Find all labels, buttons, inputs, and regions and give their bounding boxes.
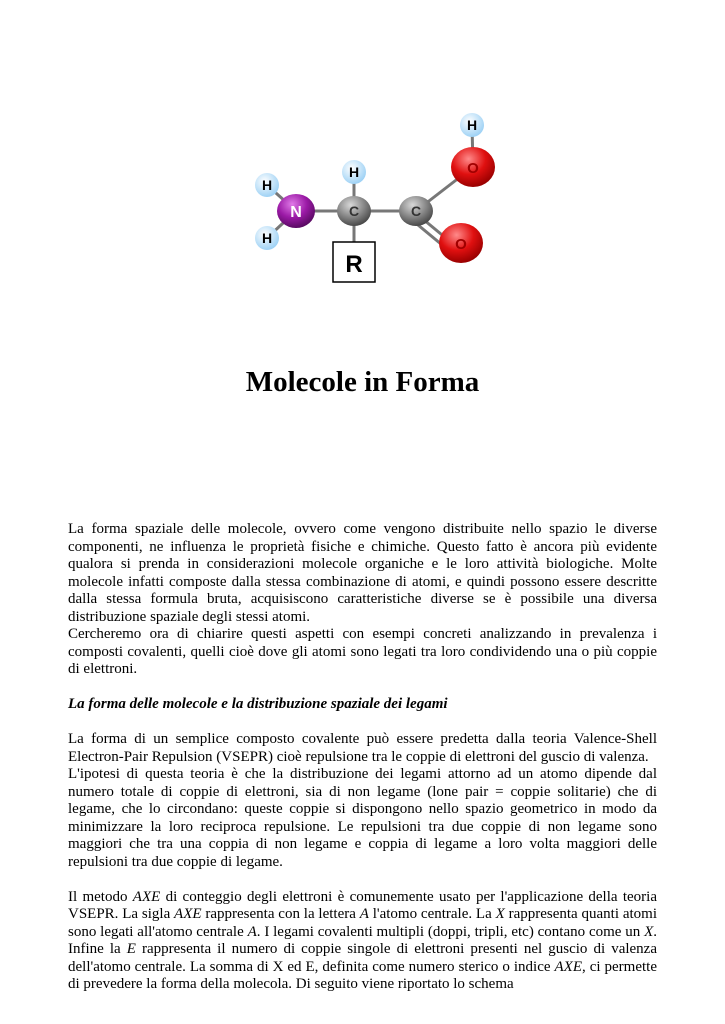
axe-text-9: , ci permette di prevedere la forma della molecola. Di seguito viene riportato lo schema [68, 958, 657, 992]
axe-em-7: E [126, 941, 136, 957]
oxygen-label-bottom: O [455, 236, 467, 253]
carbon-label-alpha: C [348, 203, 360, 219]
axe-text-3: rappresenta con la lettera [201, 906, 360, 922]
axe-em-4: X [495, 906, 505, 922]
axe-text-8: rappresenta il numero di coppie singole di elettroni presenti nel guscio di valenza dell'atomo centrale. La somma di X ed E, definita come numero sterico o indice [68, 941, 658, 975]
hydrogen-label-left-top: H [261, 177, 273, 193]
hydrogen-label-left-bottom: H [261, 230, 273, 246]
axe-text-4: l'atomo centrale. La [368, 906, 496, 922]
hydrogen-label-mid: H [348, 164, 360, 180]
document-body [68, 521, 657, 994]
axe-text-7: . Infine la [68, 923, 657, 957]
axe-em-6: X [644, 923, 654, 940]
nitrogen-label: N [290, 204, 302, 221]
amino-acid-molecule-diagram [240, 100, 500, 300]
carbon-label-carboxyl: C [410, 203, 422, 219]
intro-paragraph-2: Cercheremo ora di chiarire questi aspetti con esempi concreti analizzando in prevalenza i composti covalenti, quelli cioè dove gli atomi sono legati tra loro condividendo una o più coppie di elettroni. [68, 626, 657, 677]
bonds [267, 125, 473, 249]
hydrogen-label-top: H [466, 117, 478, 133]
axe-paragraph [68, 889, 657, 994]
section-heading: La forma delle molecole e la distribuzione spaziale dei legami [68, 696, 448, 712]
axe-text-5: rappresenta quanti atomi sono legati all'atomo centrale [68, 906, 657, 940]
axe-em-1: AXE [132, 888, 161, 905]
axe-text-2: di conteggio degli elettroni è comunemente usato per l'applicazione della teoria VSEPR. La sigla [68, 888, 658, 922]
vsepr-paragraph-2: L'ipotesi di questa teoria è che la distribuzione dei legami attorno ad un atomo dipende dal numero totale di coppie di elettroni, sia di non legame (lone pair = coppie solitarie) che di legame, che lo circondano: queste coppie si dispongono nello spazio geometrico in modo da minimizzare la loro reciproca repulsione. Le repulsioni tra due coppie di non legame sono maggiori che tra una coppia di non legame e coppia di legame a loro volta maggiori delle repulsioni tra due coppie di legame. [68, 766, 657, 870]
axe-text-1: Il metodo [68, 888, 133, 905]
vsepr-paragraph-1: La forma di un semplice composto covalente può essere predetta dalla teoria Valence-Shell Electron-Pair Repulsion (VSEPR) cioè repulsione tra le coppie di elettroni del guscio di valenza. [68, 731, 657, 765]
axe-em-8: AXE [554, 958, 582, 975]
axe-em-3: A [359, 906, 369, 922]
r-group-label: R [345, 251, 363, 278]
axe-em-2: AXE [174, 906, 202, 922]
page-title: Molecole in Forma [245, 366, 480, 398]
oxygen-label-top: O [467, 160, 479, 177]
intro-paragraph-1: La forma spaziale delle molecole, ovvero come vengono distribuite nello spazio le diverse componenti, ne influenza le proprietà fisiche e chimiche. Questo fatto è ancora più evidente qualora si prenda in considerazioni molecole organiche e le loro attività biologiche. Molte molecole infatti composte dalla stessa combinazione di atomi, e quindi possono essere descritte dalla stessa formula bruta, acquisiscono caratteristiche diverse se è possibile una diversa distribuzione spaziale degli stessi atomi. [68, 521, 657, 625]
axe-text-6: . I legami covalenti multipli (doppi, tripli, etc) contano come un [256, 923, 645, 940]
molecule-svg [240, 100, 500, 300]
axe-em-5: A [247, 923, 257, 940]
